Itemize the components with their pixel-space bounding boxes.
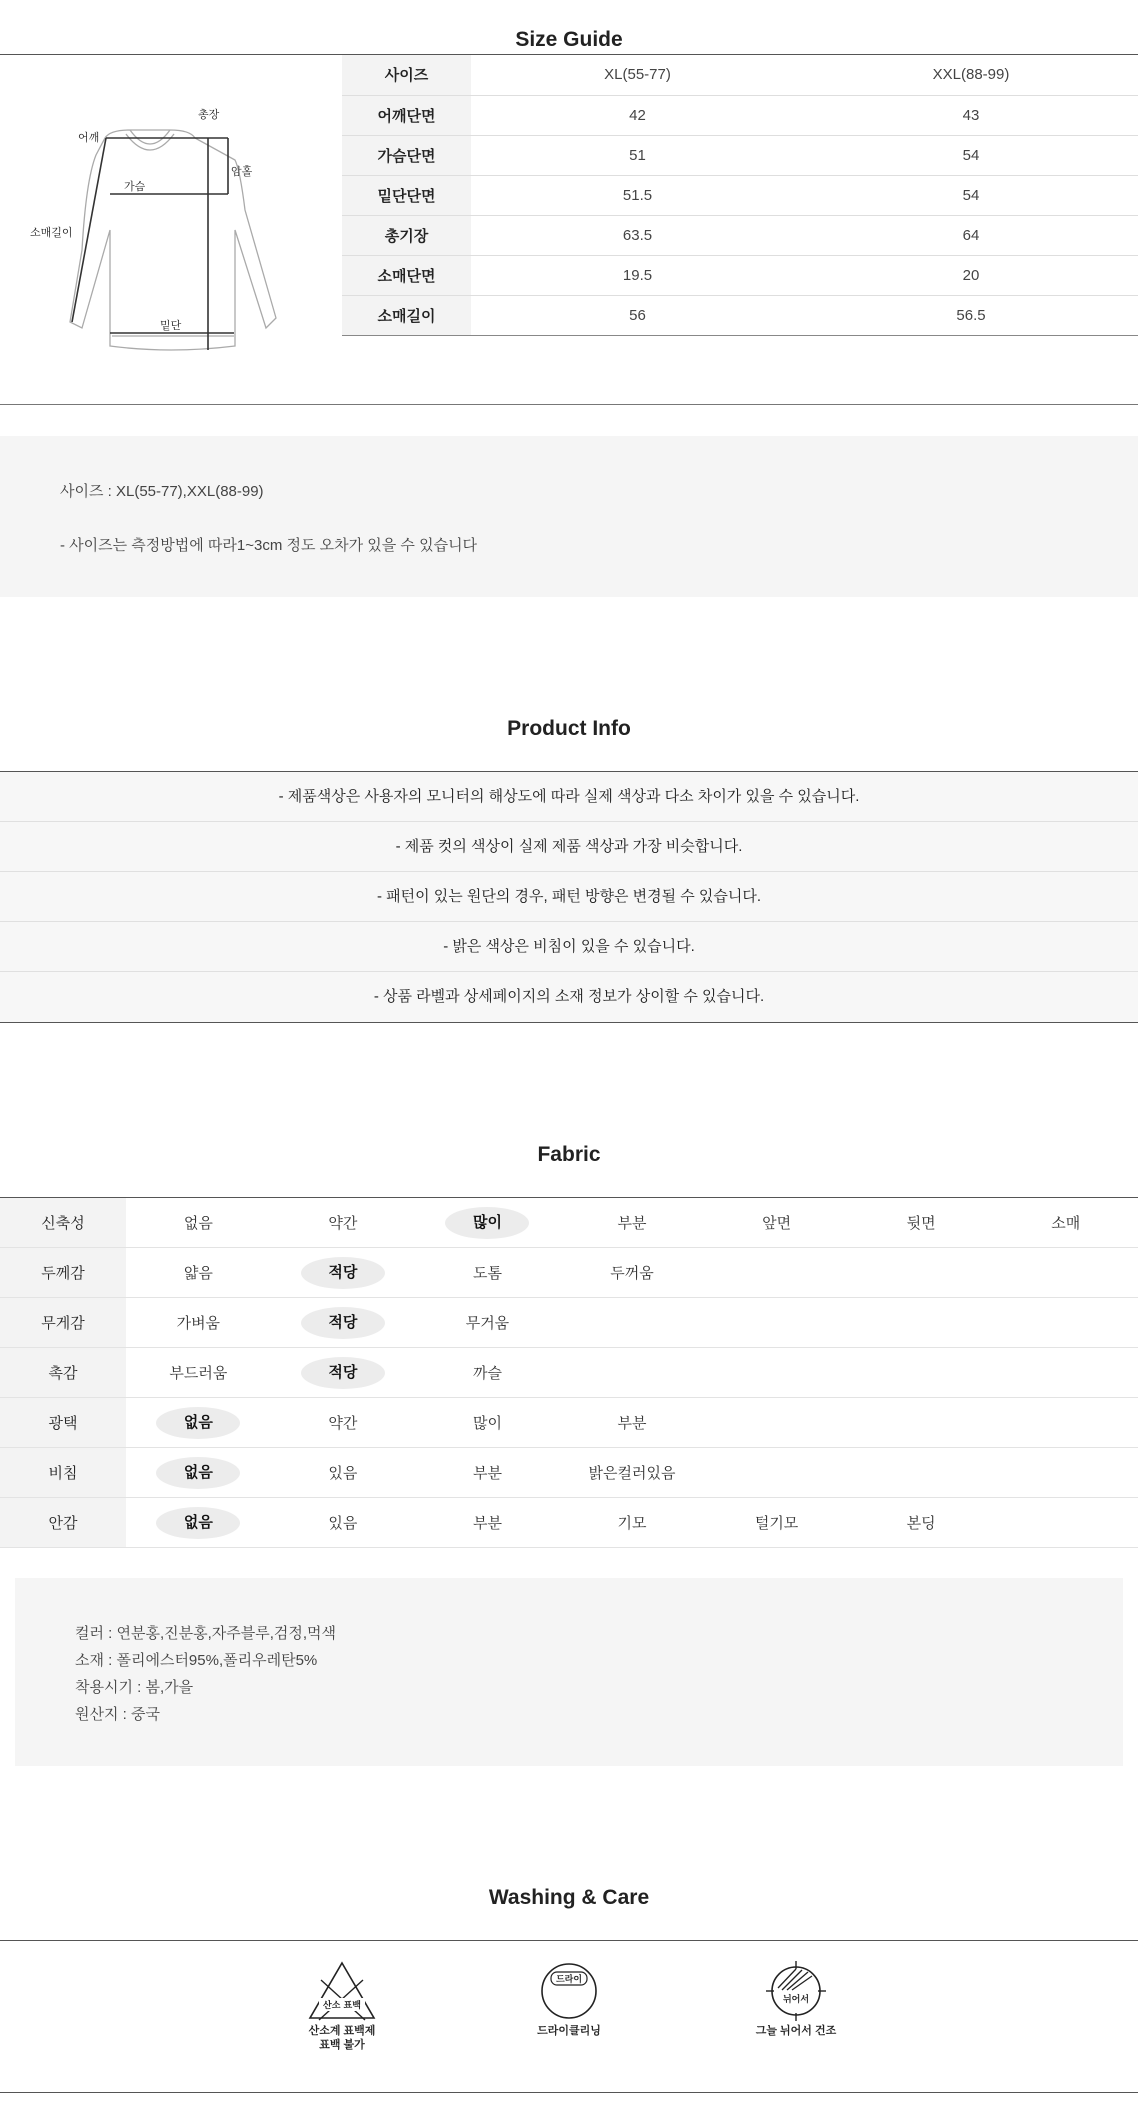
size-row-label: 가슴단면 — [342, 135, 471, 175]
no-bleach-icon — [307, 1960, 377, 2022]
fabric-option-cell — [126, 1398, 271, 1448]
care-caption: 그늘 뉘어서 건조 — [755, 2025, 837, 2037]
size-cell: 54 — [804, 135, 1138, 175]
size-note: 사이즈 : XL(55-77),XXL(88-99) — [60, 483, 264, 500]
care-caption: 표백 불가 — [319, 2039, 365, 2051]
fabric-row — [0, 1498, 1138, 1548]
fabric-option-cell — [704, 1248, 849, 1298]
fabric-option-cell — [993, 1498, 1138, 1548]
fabric-option: 있음 — [328, 1515, 358, 1532]
diagram-label-shoulder: 어깨 — [78, 131, 100, 144]
fabric-option-selected: 없음 — [156, 1507, 240, 1539]
size-row-chest — [342, 135, 1138, 175]
size-cell: 54 — [804, 175, 1138, 215]
fabric-option: 소매 — [1051, 1215, 1081, 1232]
fabric-option-cell — [271, 1248, 416, 1298]
size-cell: 19.5 — [471, 255, 804, 295]
fabric-option: 본딩 — [906, 1515, 936, 1532]
fabric-option-cell — [415, 1298, 560, 1348]
product-info-item: - 제품색상은 사용자의 모니터의 해상도에 따라 실제 색상과 다소 차이가 있을 수 있습니다. — [0, 772, 1138, 822]
fabric-title: Fabric — [537, 1143, 601, 1166]
fabric-option: 부분 — [472, 1515, 502, 1532]
fabric-option-cell — [415, 1198, 560, 1248]
fabric-option-selected: 없음 — [156, 1457, 240, 1489]
fabric-option-cell — [849, 1498, 994, 1548]
fabric-option-cell — [704, 1448, 849, 1498]
size-cell: 56 — [471, 295, 804, 335]
fabric-option-cell — [560, 1248, 705, 1298]
fabric-detail-material: 소재 : 폴리에스터95%,폴리우레탄5% — [75, 1652, 318, 1669]
fabric-option: 있음 — [328, 1465, 358, 1482]
fabric-option: 털기모 — [754, 1515, 799, 1532]
sweater-measurement-diagram — [30, 100, 290, 360]
size-cell: 51 — [471, 135, 804, 175]
size-table — [342, 55, 1138, 336]
washing-care-title: Washing & Care — [488, 1886, 650, 1909]
fabric-row-label: 신축성 — [0, 1198, 126, 1248]
fabric-option: 까슬 — [472, 1365, 502, 1382]
fabric-option-cell — [849, 1348, 994, 1398]
divider — [0, 2092, 1138, 2093]
fabric-option-cell — [560, 1298, 705, 1348]
fabric-option: 무거움 — [465, 1315, 510, 1332]
fabric-option-cell — [704, 1298, 849, 1348]
size-cell: 51.5 — [471, 175, 804, 215]
fabric-option-cell — [126, 1448, 271, 1498]
fabric-option-selected: 적당 — [301, 1357, 385, 1389]
fabric-row-label: 무게감 — [0, 1298, 126, 1348]
fabric-row-label: 비침 — [0, 1448, 126, 1498]
fabric-option-cell — [560, 1348, 705, 1398]
fabric-option-cell — [849, 1198, 994, 1248]
fabric-row-label: 안감 — [0, 1498, 126, 1548]
fabric-option-cell — [271, 1498, 416, 1548]
size-row-sleeve-length — [342, 295, 1138, 335]
fabric-option-cell — [126, 1298, 271, 1348]
fabric-option: 두꺼움 — [610, 1265, 654, 1282]
fabric-option-cell — [415, 1348, 560, 1398]
fabric-row — [0, 1248, 1138, 1298]
diagram-label-hem: 밑단 — [160, 319, 182, 332]
size-note: - 사이즈는 측정방법에 따라1~3cm 정도 오차가 있을 수 있습니다 — [60, 537, 478, 554]
fabric-option-cell — [271, 1398, 416, 1448]
divider — [0, 404, 1138, 405]
diagram-label-total-length: 총장 — [198, 108, 220, 121]
size-cell: 64 — [804, 215, 1138, 255]
fabric-option-cell — [849, 1448, 994, 1498]
size-row-sleeve-width — [342, 255, 1138, 295]
size-guide-title: Size Guide — [515, 28, 623, 51]
fabric-row — [0, 1348, 1138, 1398]
size-cell: 63.5 — [471, 215, 804, 255]
size-table-header — [342, 55, 1138, 95]
size-cell: 20 — [804, 255, 1138, 295]
fabric-option-cell — [126, 1198, 271, 1248]
care-symbol-text: 드라이 — [555, 1975, 583, 1985]
fabric-option-cell — [415, 1248, 560, 1298]
fabric-option-cell — [704, 1348, 849, 1398]
fabric-option-cell — [993, 1398, 1138, 1448]
product-info-title: Product Info — [507, 717, 631, 740]
fabric-option-selected: 없음 — [156, 1407, 240, 1439]
fabric-option-cell — [271, 1348, 416, 1398]
shade-dry-flat-icon — [761, 1960, 831, 2022]
product-info-list — [0, 771, 1138, 1023]
fabric-detail-season: 착용시기 : 봄,가을 — [75, 1679, 194, 1696]
fabric-option-cell — [126, 1498, 271, 1548]
fabric-option: 앞면 — [762, 1215, 792, 1232]
fabric-option-cell — [560, 1448, 705, 1498]
size-row-label: 소매길이 — [342, 295, 471, 335]
fabric-option: 부분 — [472, 1465, 502, 1482]
fabric-option: 약간 — [328, 1415, 358, 1432]
diagram-label-chest: 가슴 — [124, 180, 146, 193]
fabric-option: 없음 — [183, 1215, 213, 1232]
fabric-option-cell — [993, 1248, 1138, 1298]
fabric-option: 얇음 — [183, 1265, 213, 1282]
product-info-item: - 상품 라벨과 상세페이지의 소재 정보가 상이할 수 있습니다. — [0, 972, 1138, 1022]
fabric-row-label: 두께감 — [0, 1248, 126, 1298]
fabric-option: 가벼움 — [176, 1315, 221, 1332]
fabric-option-cell — [415, 1448, 560, 1498]
care-caption: 드라이클리닝 — [537, 2025, 601, 2037]
size-row-label: 어깨단면 — [342, 95, 471, 135]
product-info-item: - 밝은 색상은 비침이 있을 수 있습니다. — [0, 922, 1138, 972]
fabric-row-label: 촉감 — [0, 1348, 126, 1398]
fabric-option-selected: 적당 — [301, 1257, 385, 1289]
fabric-row — [0, 1298, 1138, 1348]
fabric-option-selected: 많이 — [445, 1207, 529, 1239]
fabric-option-cell — [704, 1398, 849, 1448]
size-header-xxl: XXL(88-99) — [804, 55, 1138, 95]
fabric-option: 부분 — [617, 1415, 647, 1432]
size-header-label: 사이즈 — [342, 55, 471, 95]
product-info-item: - 제품 컷의 색상이 실제 제품 색상과 가장 비슷합니다. — [0, 822, 1138, 872]
dry-clean-icon — [534, 1960, 604, 2022]
fabric-row — [0, 1448, 1138, 1498]
fabric-details-box — [15, 1578, 1123, 1766]
care-symbol-text: 산소 표백 — [323, 2001, 361, 2011]
size-header-xl: XL(55-77) — [471, 55, 804, 95]
size-notes-box — [0, 436, 1138, 597]
fabric-option-cell — [560, 1498, 705, 1548]
fabric-option-selected: 적당 — [301, 1307, 385, 1339]
fabric-option: 기모 — [617, 1515, 647, 1532]
fabric-row-label: 광택 — [0, 1398, 126, 1448]
fabric-option-cell — [849, 1398, 994, 1448]
fabric-option: 부드러움 — [169, 1365, 228, 1382]
care-shade-dry-flat — [731, 1960, 861, 2038]
fabric-option-cell — [993, 1198, 1138, 1248]
care-symbol-text: 뉘어서 — [782, 1995, 810, 2005]
fabric-option-cell — [704, 1498, 849, 1548]
size-row-hem — [342, 175, 1138, 215]
fabric-option-cell — [271, 1198, 416, 1248]
fabric-option: 약간 — [328, 1215, 358, 1232]
size-row-label: 밑단단면 — [342, 175, 471, 215]
fabric-option-cell — [126, 1248, 271, 1298]
divider — [0, 1940, 1138, 1941]
fabric-option: 많이 — [472, 1415, 502, 1432]
product-info-item: - 패턴이 있는 원단의 경우, 패턴 방향은 변경될 수 있습니다. — [0, 872, 1138, 922]
size-row-total-length — [342, 215, 1138, 255]
diagram-label-armhole: 암홀 — [231, 165, 253, 178]
size-row-label: 총기장 — [342, 215, 471, 255]
fabric-option-cell — [849, 1248, 994, 1298]
fabric-detail-origin: 원산지 : 중국 — [75, 1706, 160, 1723]
fabric-option-cell — [271, 1448, 416, 1498]
size-cell: 42 — [471, 95, 804, 135]
fabric-option-cell — [415, 1498, 560, 1548]
fabric-option-cell — [849, 1298, 994, 1348]
fabric-option: 부분 — [617, 1215, 647, 1232]
size-cell: 56.5 — [804, 295, 1138, 335]
fabric-option-cell — [415, 1398, 560, 1448]
fabric-option-cell — [704, 1198, 849, 1248]
fabric-option: 뒷면 — [906, 1215, 936, 1232]
fabric-option: 밝은컬러있음 — [588, 1465, 676, 1482]
fabric-option-cell — [271, 1298, 416, 1348]
size-row-label: 소매단면 — [342, 255, 471, 295]
fabric-option-cell — [560, 1398, 705, 1448]
fabric-option-cell — [993, 1298, 1138, 1348]
fabric-option-cell — [993, 1348, 1138, 1398]
fabric-option: 도톰 — [472, 1265, 502, 1282]
size-cell: 43 — [804, 95, 1138, 135]
care-no-bleach — [277, 1960, 407, 2052]
care-caption: 산소계 표백제 — [308, 2025, 376, 2037]
fabric-detail-color: 컬러 : 연분홍,진분홍,자주블루,검정,먹색 — [75, 1625, 337, 1642]
fabric-row — [0, 1398, 1138, 1448]
fabric-table — [0, 1197, 1138, 1548]
fabric-row — [0, 1198, 1138, 1248]
diagram-label-sleeve: 소매길이 — [30, 226, 73, 239]
care-dry-clean — [504, 1960, 634, 2038]
fabric-option-cell — [126, 1348, 271, 1398]
fabric-option-cell — [560, 1198, 705, 1248]
size-row-shoulder — [342, 95, 1138, 135]
fabric-option-cell — [993, 1448, 1138, 1498]
